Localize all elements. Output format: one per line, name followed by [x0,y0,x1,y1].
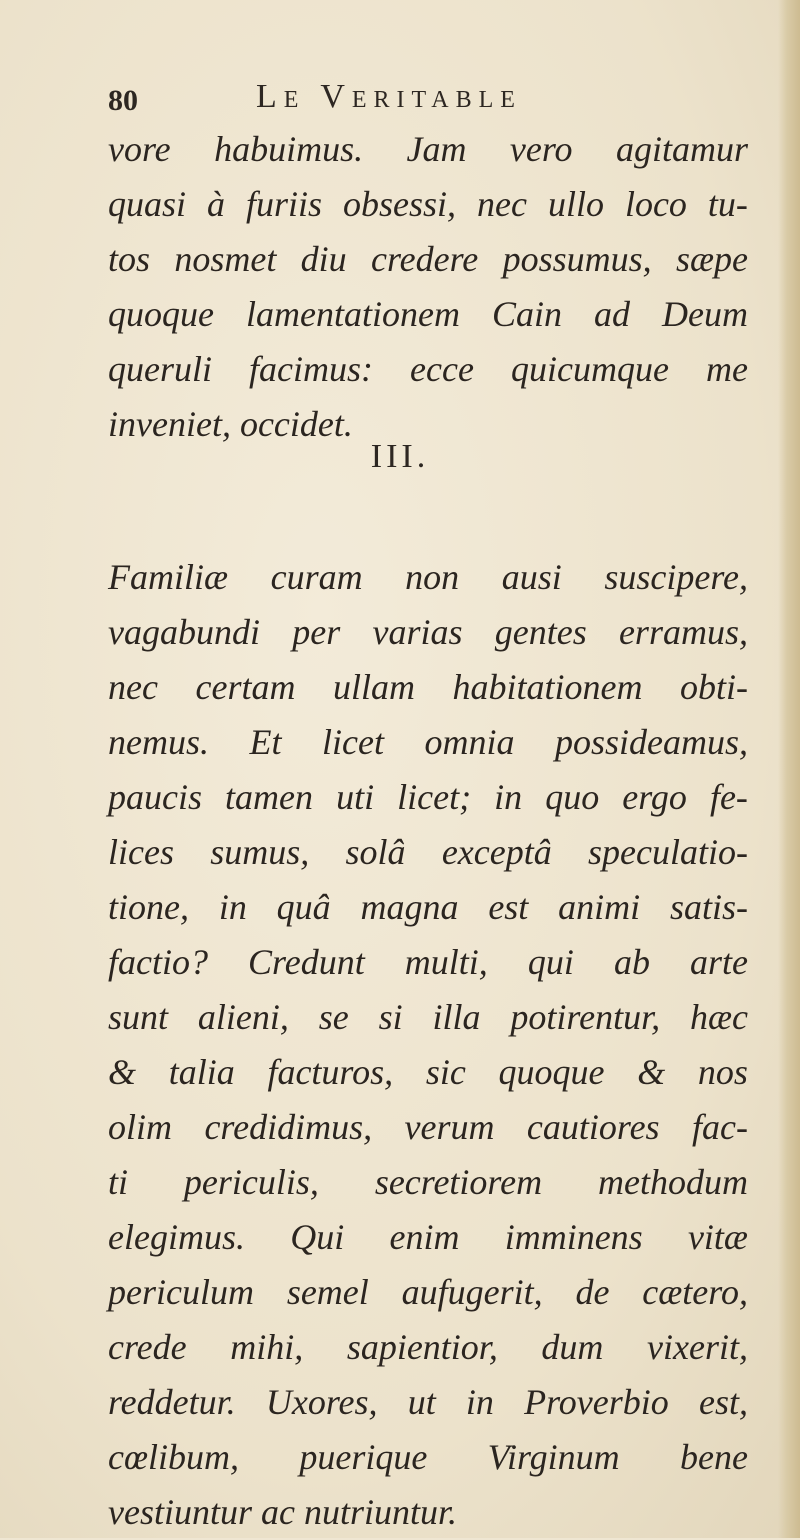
page-header [108,78,748,122]
text-line: periculum semel aufugerit, de cætero, [108,1272,748,1312]
text-line: & talia facturos, sic quoque & nos [108,1052,748,1092]
page-number: 80 [108,84,138,117]
text-line: vestiuntur ac nutriuntur. [108,1492,457,1532]
text-line: vagabundi per varias gentes erramus, [108,612,748,652]
text-line: elegimus. Qui enim imminens vitæ [108,1217,748,1257]
text-line: ti periculis, secretiorem methodum [108,1162,748,1202]
text-line: cœlibum, puerique Virginum bene [108,1437,748,1477]
text-line: sunt alieni, se si illa potirentur, hæc [108,997,748,1037]
paragraph-1 [108,122,748,452]
text-line: vore habuimus. Jam vero agitamur [108,129,748,169]
text-line: nec certam ullam habitationem obti- [108,667,748,707]
text-line: olim credidimus, verum cautiores fac- [108,1107,748,1147]
text-line: tos nosmet diu credere possumus, sæpe [108,239,748,279]
text-line: queruli facimus: ecce quicumque me [108,349,748,389]
text-line: nemus. Et licet omnia possideamus, [108,722,748,762]
text-line: inveniet, occidet. [108,404,353,444]
text-line: tione, in quâ magna est animi satis- [108,887,748,927]
text-line: Familiæ curam non ausi suscipere, [108,557,748,597]
text-line: quasi à furiis obsessi, nec ullo loco tu- [108,184,748,224]
page-edge-shadow [778,0,800,1538]
paragraph-2 [108,550,748,1540]
text-line: quoque lamentationem Cain ad Deum [108,294,748,334]
text-line: reddetur. Uxores, ut in Proverbio est, [108,1382,748,1422]
text-line: factio? Credunt multi, qui ab arte [108,942,748,982]
text-line: crede mihi, sapientior, dum vixerit, [108,1327,748,1367]
section-number: III. [370,438,430,475]
running-head: Le Veritable [256,78,522,115]
text-line: lices sumus, solâ exceptâ speculatio- [108,832,748,872]
text-line: paucis tamen uti licet; in quo ergo fe- [108,777,748,817]
